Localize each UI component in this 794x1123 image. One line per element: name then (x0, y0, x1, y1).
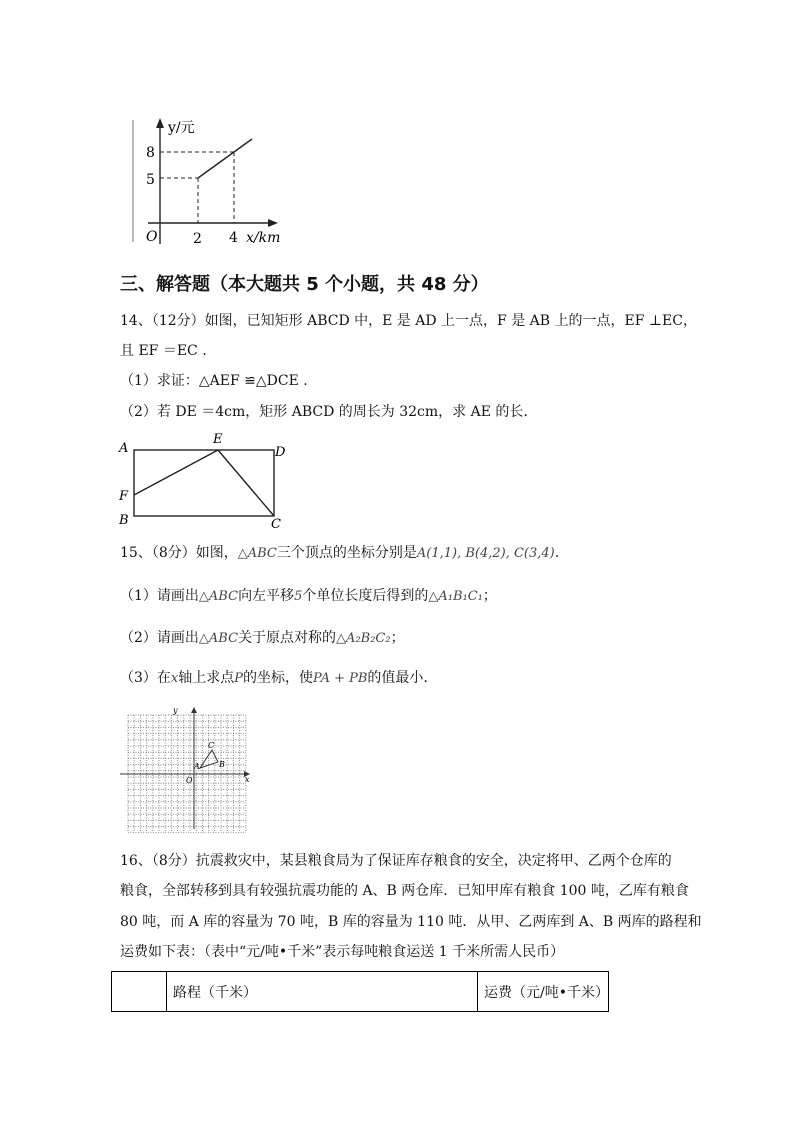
x-tick-4: 4 (229, 230, 238, 246)
table-header-row (112, 972, 609, 1012)
grid-y-arrow (191, 707, 197, 713)
q15-p3-p: P (234, 671, 244, 686)
label-d: D (275, 445, 286, 460)
q15-tri: △ABC (237, 546, 277, 561)
q15-part2 (120, 628, 405, 649)
table-cell-cost: 运费（元/吨•千米） (478, 972, 609, 1012)
q16-line3: 80 吨，而 A 库的容量为 70 吨，B 库的容量为 110 吨．从甲、乙两库到 A、B 两库的路程和 (120, 914, 702, 930)
segment-fec (134, 450, 274, 516)
q15-p2-end: ； (390, 630, 405, 646)
q16-line2: 粮食，全部转移到具有较强抗震功能的 A、B 两仓库．已知甲库有粮食 100 吨，乙库有粮食 (120, 883, 689, 899)
q16-line4: 运费如下表：（表中“元/吨•千米”表示每吨粮食运送 1 千米所需人民币） (120, 944, 565, 960)
q15-p1-n: 5 (294, 589, 303, 604)
q15-p1-b: 向左平移 (238, 588, 295, 604)
grid-label-b: B (219, 760, 225, 769)
freight-table (111, 971, 609, 1012)
q15-part3 (120, 668, 428, 689)
origin-label: O (146, 229, 158, 245)
q15-p1-c: 个单位长度后得到的 (302, 588, 429, 604)
q15-p3-a: （3）在 (120, 670, 171, 686)
grid-label-y: y (173, 706, 178, 715)
q14-line2: 且 EF ＝EC . (120, 343, 207, 359)
label-a: A (119, 441, 129, 456)
q15-p3-d: 的值最小. (367, 670, 428, 686)
q15-p3-c: 的坐标，使 (243, 670, 314, 686)
coordinate-grid (118, 705, 254, 833)
q15-coords: A(1,1), B(4,2), C(3,4) (416, 546, 555, 561)
q15-p2-tri: △A₂B₂C₂ (336, 631, 391, 646)
y-tick-8: 8 (146, 145, 155, 161)
q15-p2-b: 关于原点对称的 (238, 630, 337, 646)
x-axis-label: x/km (246, 230, 281, 246)
q15-p1-end: ； (482, 588, 497, 604)
x-axis-arrow (268, 219, 278, 227)
q14-part1: （1）求证：△AEF ≌△DCE . (120, 373, 308, 389)
table-cell-blank (112, 972, 167, 1012)
rectangle-figure (115, 430, 295, 532)
grid-label-c: C (208, 741, 215, 750)
table-cell-distance: 路程（千米） (167, 972, 478, 1012)
q15-intro-a: 15、（8分）如图， (120, 545, 238, 561)
y-tick-5: 5 (146, 172, 155, 188)
q14-part2: （2）若 DE ＝4cm，矩形 ABCD 的周长为 32cm，求 AE 的长. (120, 404, 528, 420)
x-tick-2: 2 (193, 231, 202, 247)
q15-p1-tri: △A₁B₁C₁ (428, 589, 483, 604)
q15-p2-a: （2）请画出 (120, 630, 199, 646)
q15-p1-tri-abc: △ABC (198, 589, 239, 604)
grid-label-a: A (194, 762, 200, 771)
fare-graph (130, 112, 300, 252)
grid-label-x: x (245, 775, 250, 784)
y-axis-label: y/元 (168, 120, 195, 136)
grid-label-o: O (186, 776, 193, 785)
q15-p2-tri-abc: △ABC (198, 631, 239, 646)
label-b: B (119, 513, 129, 528)
q15-intro-end: . (554, 545, 560, 561)
q15-p1-a: （1）请画出 (120, 588, 199, 604)
q15-intro-b: 三个顶点的坐标分别是 (276, 545, 417, 561)
q14-line1: 14、（12分）如图，已知矩形 ABCD 中，E 是 AD 上一点，F 是 AB 上的一点，EF ⊥EC， (120, 313, 697, 329)
fare-line (198, 139, 252, 178)
label-e: E (213, 432, 223, 447)
q15-intro (120, 543, 559, 564)
q15-part1 (120, 586, 497, 607)
q16-line1: 16、（8分）抗震救灾中，某县粮食局为了保证库存粮食的安全，决定将甲、乙两个仓库的 (120, 853, 672, 869)
y-axis-arrow (156, 118, 164, 128)
label-c: C (271, 517, 281, 532)
section-title: 三、解答题（本大题共 5 个小题，共 48 分） (120, 274, 489, 295)
q15-p3-expr: PA + PB (313, 671, 368, 686)
q15-p3-b: 轴上求点 (178, 670, 235, 686)
q15-p3-x: x (170, 671, 179, 686)
label-f: F (119, 489, 129, 504)
